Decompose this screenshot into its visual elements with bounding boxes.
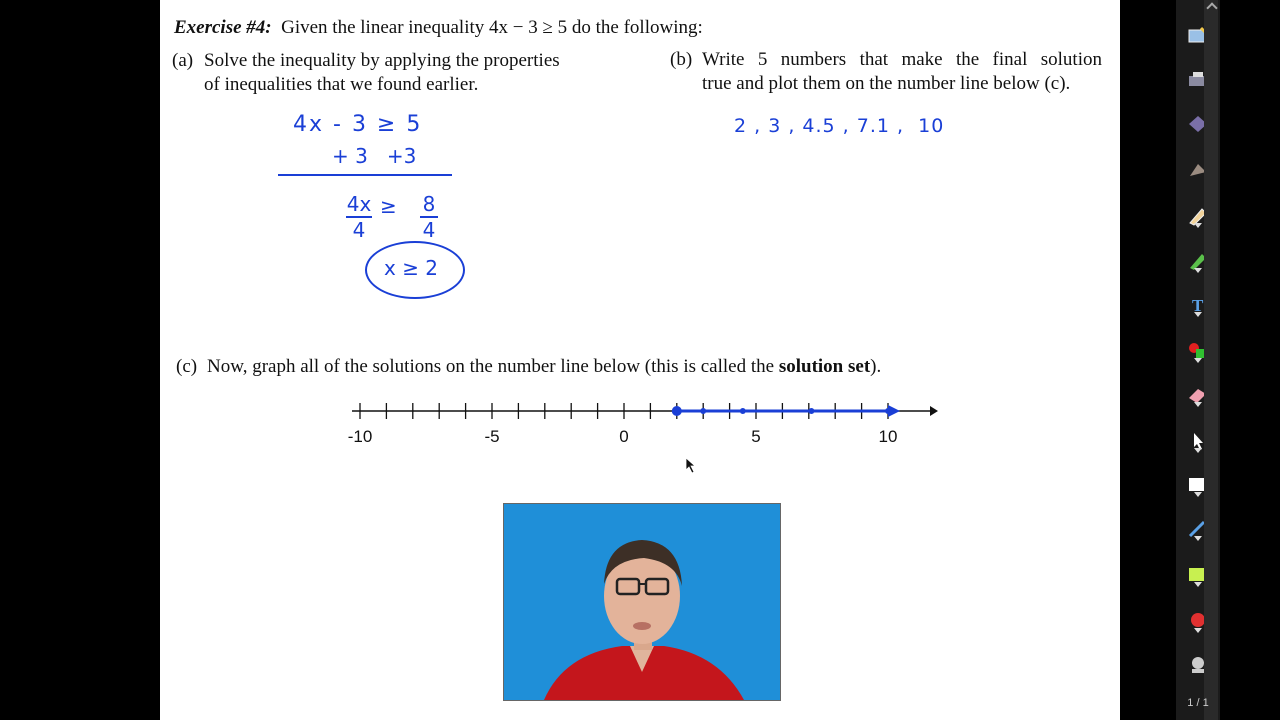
part-c-text: [207, 355, 881, 379]
number-line-label: -5: [484, 427, 500, 446]
svg-text:T: T: [1192, 296, 1204, 315]
hw-rel: ≥: [380, 194, 397, 218]
part-c-after: ).: [870, 356, 882, 377]
exercise-label: Exercise #4:: [174, 17, 272, 38]
tool-options-chevron-icon[interactable]: [1194, 402, 1202, 407]
page-count: 1 / 1: [1187, 697, 1209, 709]
tool-options-chevron-icon[interactable]: [1194, 628, 1202, 633]
hw-inequality: 4x - 3 ≥ 5: [293, 112, 423, 137]
part-b-letter: (b): [670, 49, 693, 70]
scroll-up-icon[interactable]: [1206, 2, 1217, 13]
tool-options-chevron-icon[interactable]: [1194, 448, 1202, 453]
number-line: [340, 395, 940, 455]
hw-fraction-right: [418, 192, 440, 242]
number-line-labels: [348, 427, 898, 446]
hw-sum-line: [278, 174, 452, 176]
plotted-point: [672, 406, 682, 416]
part-c-letter: (c): [176, 356, 198, 377]
hw-example-numbers: 2 , 3 , 4.5 , 7.1 , 10: [734, 115, 945, 137]
solution-set-shading: [672, 405, 900, 417]
tool-options-chevron-icon[interactable]: [1194, 492, 1202, 497]
hw-frac-left-den: 4: [352, 218, 366, 242]
hw-frac-left-num: 4x: [346, 192, 372, 216]
number-line-label: 5: [751, 427, 761, 446]
number-line-label: -10: [347, 427, 373, 446]
webcam-video: [503, 503, 781, 701]
part-b-line2: true and plot them on the number line below (c).: [702, 73, 1071, 94]
plotted-point: [700, 408, 706, 414]
hw-frac-right-num: 8: [422, 192, 436, 216]
tool-options-chevron-icon[interactable]: [1194, 358, 1202, 363]
worksheet-page: [160, 0, 1120, 720]
exercise-heading: [174, 16, 703, 40]
part-a-line2: of inequalities that we found earlier.: [204, 74, 479, 95]
part-c-before: Now, graph all of the solutions on the number line below (this is called the: [207, 356, 779, 377]
hw-answer: x ≥ 2: [384, 256, 439, 280]
part-b-line1: Write 5 numbers that make the final solution: [702, 49, 1102, 70]
scrollbar[interactable]: [1204, 0, 1218, 720]
tool-options-chevron-icon[interactable]: [1194, 223, 1202, 228]
hw-fraction-left: [344, 192, 374, 242]
tool-options-chevron-icon[interactable]: [1194, 268, 1202, 273]
number-line-label: 0: [619, 427, 629, 446]
hw-add-three: + 3 +3: [332, 144, 417, 168]
part-a-line1: Solve the inequality by applying the properties: [204, 50, 560, 71]
exercise-prompt: Given the linear inequality 4x − 3 ≥ 5 do the following:: [281, 17, 703, 38]
part-c-bold: solution set: [778, 356, 871, 377]
plotted-point: [740, 408, 746, 414]
plotted-point: [808, 408, 814, 414]
tool-options-chevron-icon[interactable]: [1194, 312, 1202, 317]
mouse-cursor-icon: [686, 458, 698, 474]
part-a-letter: (a): [172, 50, 194, 71]
solution-arrow-icon: [888, 405, 900, 417]
number-line-label: 10: [878, 427, 898, 446]
tool-options-chevron-icon[interactable]: [1194, 582, 1202, 587]
number-line-arrow-icon: [930, 406, 938, 416]
tool-options-chevron-icon[interactable]: [1194, 536, 1202, 541]
hw-frac-right-den: 4: [422, 218, 436, 242]
presenter-video-frame: [504, 504, 780, 700]
